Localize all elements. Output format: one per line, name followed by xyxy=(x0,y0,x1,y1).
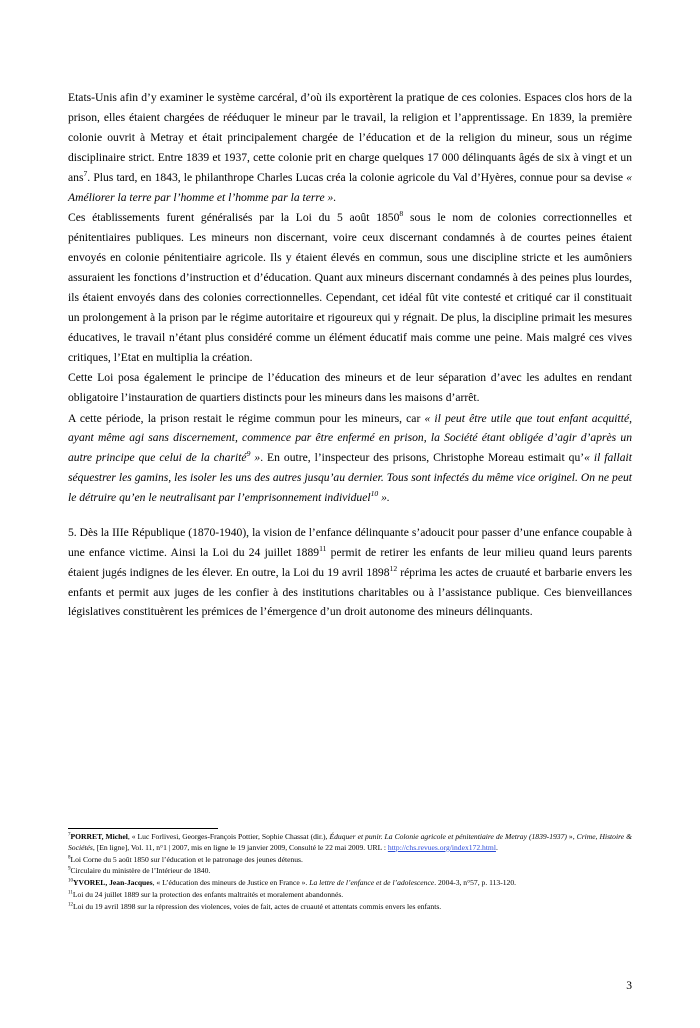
footnote-item xyxy=(68,902,632,913)
footnote-reference[interactable]: 7 xyxy=(83,168,88,178)
text-run: . 2004-3, n°57, p. 113-120. xyxy=(434,878,517,888)
footnote-section xyxy=(68,828,632,913)
text-run: . Plus tard, en 1843, le philanthrope Charles Lucas créa la colonie agricole du Val d’Hyères, connue pour sa devise xyxy=(87,170,627,184)
footnote-reference[interactable]: 8 xyxy=(399,209,404,219)
footnote-list xyxy=(68,832,632,912)
italic-text: La lettre de l’enfance et de l’adolescence xyxy=(309,878,435,888)
body-paragraph xyxy=(68,88,632,208)
footnote-reference[interactable]: 12 xyxy=(68,902,73,908)
footnote-reference[interactable]: 8 xyxy=(68,855,71,861)
body-paragraph xyxy=(68,208,632,368)
paragraph-list xyxy=(68,88,632,622)
footnote-separator-rule xyxy=(68,828,218,829)
text-run: . xyxy=(495,842,498,852)
footnote-reference[interactable]: 11 xyxy=(319,543,327,553)
italic-text: « Améliorer la terre par l’homme et l’homme par la terre ». xyxy=(68,170,632,204)
author-name: PORRET, Michel xyxy=(70,832,128,841)
footnote-reference[interactable]: 9 xyxy=(68,866,71,872)
italic-text: « il peut être utile que tout enfant acquitté, ayant même agi sans discernement, commence par être enfermé en prison, la Société étant obligée d’agir d’après un autre principe que celui de la charité xyxy=(68,411,633,465)
footnote-item xyxy=(68,890,632,901)
footnote-reference[interactable]: 10 xyxy=(370,489,379,499)
italic-text: » xyxy=(250,451,261,465)
paragraph-spacer xyxy=(68,509,632,523)
italic-text: « il fallait séquestrer les gamins, les isoler les uns des autres jusqu’au dernier. Tous sont infectés du même vice originel. On ne peut le détruire qu’en le neutralisant par l’emprisonnement individuel xyxy=(68,451,632,505)
footnote-reference[interactable]: 10 xyxy=(68,878,73,884)
text-run: , « Luc Forlivesi, Georges-François Pottier, Sophie Chassat (dir.), xyxy=(127,832,330,841)
text-run: », xyxy=(566,832,577,841)
text-run: A cette période, la prison restait le régime commun pour les mineurs, car xyxy=(68,411,425,425)
footnote-reference[interactable]: 12 xyxy=(389,563,398,573)
text-run: Etats-Unis afin d’y examiner le système carcéral, d’où ils exportèrent la pratique de ces colonies. Espaces clos hors de la prison, elles étaient chargées de rééduquer le mineur par le travail, la religion et l’apprentissage. En 1839, la première colonie ouvrit à Metray et était principalement chargée de l’éducation et de la religion du mineur, sous un régime disciplinaire strict. Entre 1839 et 1937, cette colonie prit en charge quelques 17 000 délinquants âgés de six à vingt et un ans xyxy=(68,91,632,184)
italic-text: Éduquer et punir. La Colonie agricole et pénitentiaire de Metray (1839-1937) xyxy=(329,832,567,841)
text-run: , « L’éducation des mineurs de Justice en France ». xyxy=(152,878,310,888)
text-run: Ces établissements furent généralisés par la Loi du 5 août 1850 xyxy=(68,211,400,225)
italic-text: ». xyxy=(378,491,390,505)
text-run: Loi Corne du 5 août 1850 sur l’éducation et le patronage des jeunes détenus. xyxy=(70,854,303,864)
footnote-reference[interactable]: 9 xyxy=(246,449,251,459)
italic-text: Crime, Histoire & Sociétés xyxy=(68,832,633,852)
author-name: YVOREL, Jean-Jacques xyxy=(73,878,153,888)
body-paragraph xyxy=(68,368,632,408)
footnote-reference[interactable]: 11 xyxy=(68,890,73,896)
footnote-item xyxy=(68,878,632,889)
footnote-item xyxy=(68,855,632,866)
body-paragraph xyxy=(68,409,632,509)
text-run: permit de retirer les enfants de leur milieu quand leurs parents étaient jugés indignes de les élever. En outre, la Loi du 19 avril 1898 xyxy=(68,545,633,579)
body-paragraph xyxy=(68,523,632,623)
document-body xyxy=(68,88,632,622)
page-number: 3 xyxy=(626,979,632,992)
text-run: Loi du 24 juillet 1889 sur la protection des enfants maltraités et moralement abandonnés. xyxy=(72,889,344,899)
footnote-link[interactable]: http://chs.revues.org/index172.html xyxy=(387,842,496,852)
text-run: , [En ligne], Vol. 11, n°1 | 2007, mis en ligne le 19 janvier 2009, Consulté le 22 mai 2009. URL : xyxy=(92,842,388,852)
text-run: 5. Dès la IIIe République (1870-1940), la vision de l’enfance délinquante s’adoucit pour passer d’une enfance coupable à une enfance victime. Ainsi la Loi du 24 juillet 1889 xyxy=(68,525,632,559)
text-run: Circulaire du ministère de l’Intérieur de 1840. xyxy=(70,866,211,876)
text-run: Loi du 19 avril 1898 sur la répression des violences, voies de fait, actes de cruauté et attentats commis envers les enfants. xyxy=(73,901,442,911)
footnote-item xyxy=(68,832,632,854)
footnote-reference[interactable]: 7 xyxy=(68,832,71,838)
text-run: Cette Loi posa également le principe de l’éducation des mineurs et de leur séparation d’avec les adultes en rendant obligatoire l’instauration de quartiers distincts pour les mineurs dans les maisons d’arrêt. xyxy=(68,371,632,405)
text-run: réprima les actes de cruauté et barbarie envers les enfants et permit aux juges de les confier à des institutions charitables ou à l’assistance publique. Ces bienveillances législatives constituèrent les prémices de l’émergence d’un droit autonome des mineurs délinquants. xyxy=(68,565,633,619)
footnote-item xyxy=(68,866,632,877)
text-run: . En outre, l’inspecteur des prisons, Christophe Moreau estimait qu’ xyxy=(260,451,585,465)
text-run: sous le nom de colonies correctionnelles et pénitentiaires publiques. Les mineurs non discernant, voire ceux discernant condamnés à de courtes peines étaient envoyés en colonie pénitentiaire agricole. Ils y étaient élevés en commun, sous une discipline stricte et les aumôniers assuraient les fonctions d’instruction et d’éducation. Quant aux mineurs discernant condamnés à des peines plus lourdes, ils étaient envoyés dans des colonies correctionnelles. Cependant, cet idéal fût vite contesté et critiqué car il constituait un prolongement à la prison par le régime autoritaire et rigoureux qui y régnait. De plus, la discipline primait les mesures éducatives, le travail n’étant plus considéré comme un élément éducatif mais comme une peine. Mais malgré ces vives critiques, l’Etat en multiplia la création. xyxy=(68,211,632,364)
